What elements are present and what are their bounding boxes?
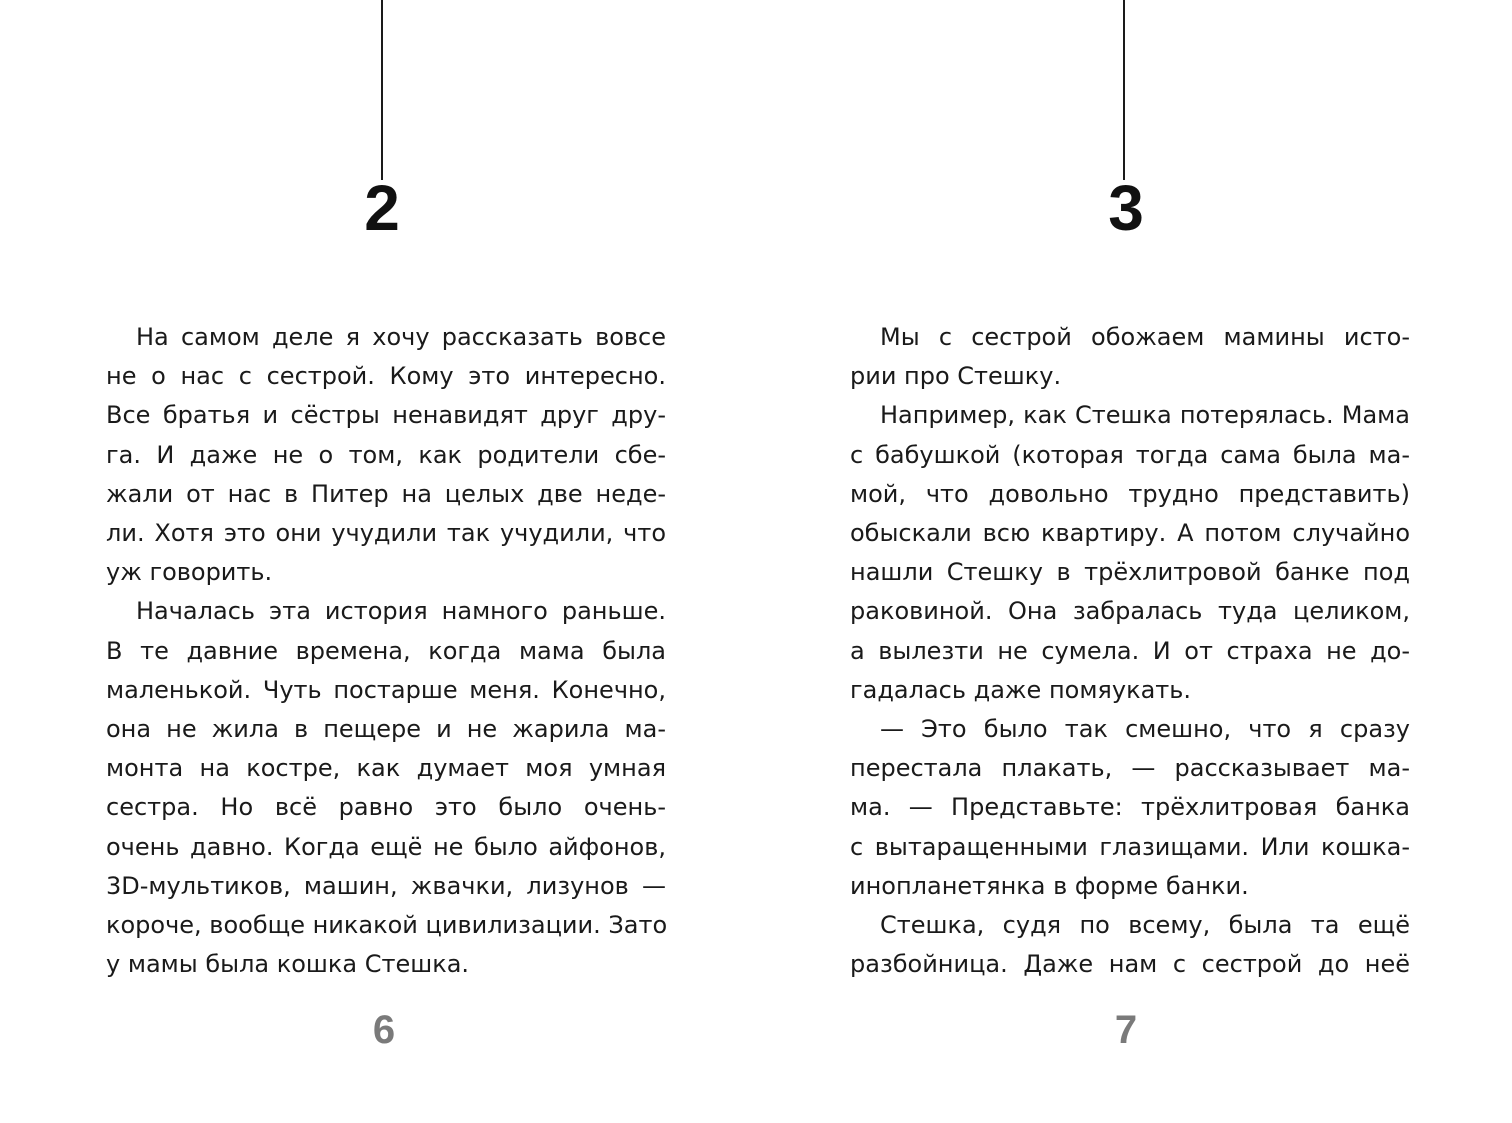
body-text (850, 318, 1410, 984)
text-line: уж говорить. (106, 558, 273, 587)
text-line: ма. — Представьте: трёхлитровая банка (850, 793, 1410, 822)
text-line: с вытаращенными глазищами. Или кошка- (850, 832, 1410, 861)
text-line: не о нас с сестрой. Кому это интересно. (106, 362, 666, 391)
text-line: она не жила в пещере и не жарила ма- (106, 715, 666, 744)
text-line: очень давно. Когда ещё не было айфонов, (106, 832, 666, 861)
text-line: нашли Стешку в трёхлитровой банке под (850, 558, 1410, 587)
text-line: маленькой. Чуть постарше меня. Конечно, (106, 675, 666, 704)
text-line: На самом деле я хочу рассказать вовсе (136, 323, 666, 351)
text-line: жали от нас в Питер на целых две неде- (106, 479, 666, 508)
text-line: Стешка, судя по всему, была та ещё (880, 911, 1410, 940)
text-line: Например, как Стешка потерялась. Мама (880, 401, 1410, 430)
hanging-string (1123, 0, 1125, 180)
text-line: с бабушкой (которая тогда сама была ма- (850, 440, 1410, 469)
body-text (106, 318, 666, 984)
text-line: мой, что довольно трудно представить) (850, 479, 1410, 508)
text-line: монта на костре, как думает моя умная (106, 754, 666, 783)
text-line: сестра. Но всё равно это было очень- (106, 793, 666, 822)
text-line: га. И даже не о том, как родители сбе- (106, 440, 666, 469)
right-page (756, 0, 1512, 1123)
chapter-number: 2 (364, 172, 400, 244)
page-number: 6 (372, 1008, 396, 1052)
text-line: гадалась даже помяукать. (850, 675, 1192, 704)
text-line: В те давние времена, когда мама была (106, 636, 666, 665)
hanging-string (381, 0, 383, 180)
text-line: инопланетянка в форме банки. (850, 871, 1249, 900)
chapter-number: 3 (1108, 172, 1144, 244)
page-number: 7 (1114, 1008, 1138, 1052)
text-line: у мамы была кошка Стешка. (106, 950, 470, 979)
text-line: 3D-мультиков, машин, жвачки, лизунов — (106, 871, 666, 900)
text-line: разбойница. Даже нам с сестрой до неё (850, 950, 1410, 979)
text-line: а вылезти не сумела. И от страха не до- (850, 636, 1410, 665)
text-line: обыскали всю квартиру. А потом случайно (850, 519, 1410, 548)
text-line: короче, вообще никакой цивилизации. Зато (106, 911, 668, 940)
text-line: — Это было так смешно, что я сразу (880, 715, 1410, 744)
text-line: рии про Стешку. (850, 362, 1062, 391)
text-line: перестала плакать, — рассказывает ма- (850, 754, 1410, 783)
text-line: Началась эта история намного раньше. (136, 597, 666, 626)
text-line: раковиной. Она забралась туда целиком, (850, 597, 1410, 626)
text-line: ли. Хотя это они учудили так учудили, что (106, 519, 666, 548)
text-line: Мы с сестрой обожаем мамины исто- (880, 323, 1410, 351)
text-line: Все братья и сёстры ненавидят друг дру- (106, 401, 666, 430)
